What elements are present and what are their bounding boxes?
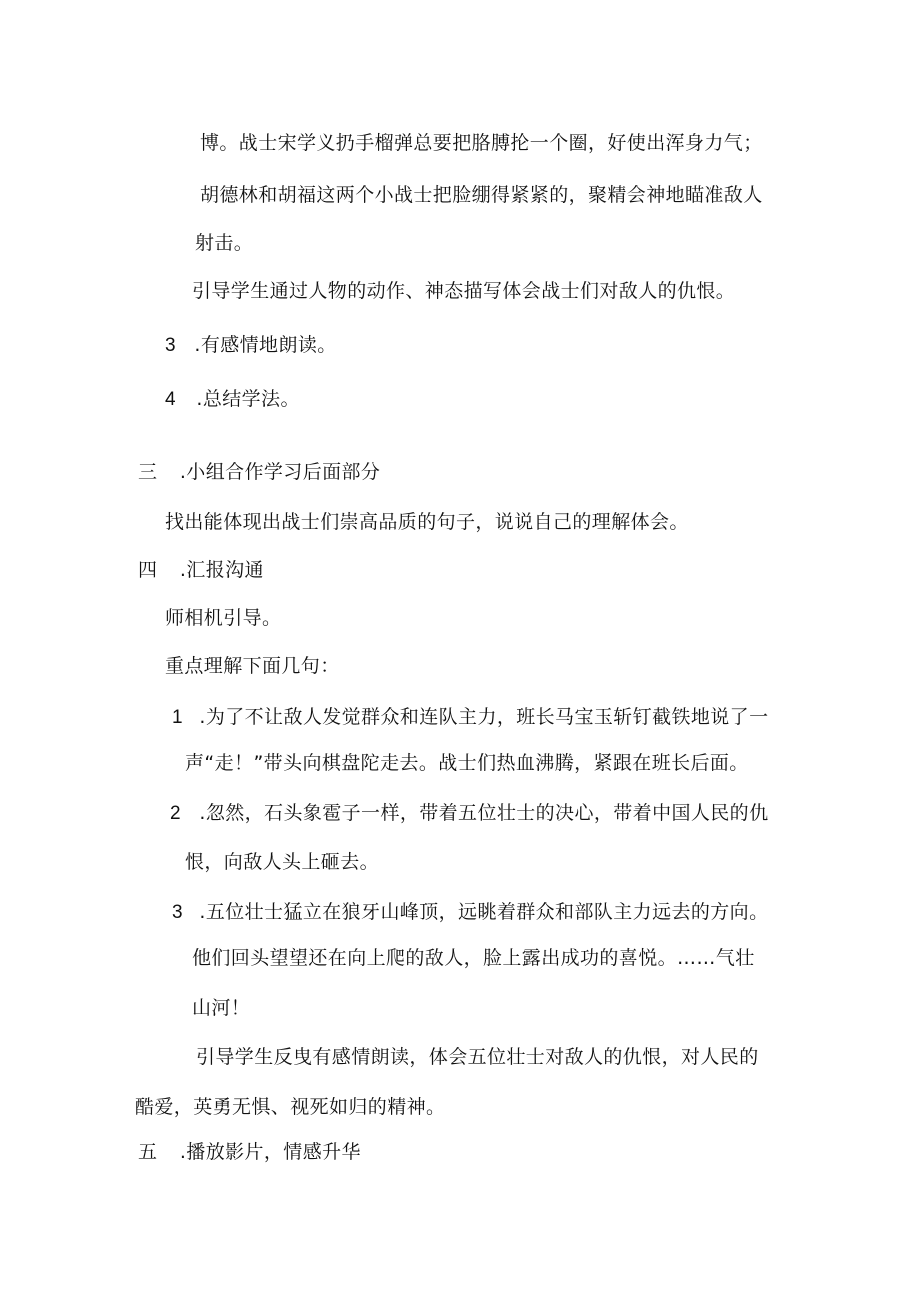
quote-item-3 [172,899,768,926]
paragraph-line: 射击。 [195,232,254,254]
list-number: 2 [170,803,181,824]
section-number: 三 [138,461,158,483]
section-title: .小组合作学习后面部分 [179,461,381,483]
paragraph-line: 他们回头望望还在向上爬的敌人，脸上露出成功的喜悦。……气壮 [192,947,755,969]
paragraph-line: 声“走！”带头向棋盘陀走去。战士们热血沸腾，紧跟在班长后面。 [185,752,749,774]
list-number: 3 [165,335,176,356]
list-number: 4 [165,389,176,410]
paragraph-line: 恨，向敌人头上砸去。 [185,851,380,873]
list-text: .总结学法。 [196,388,300,410]
paragraph-line: 博。战士宋学义扔手榴弹总要把胳膊抡一个圈，好使出浑身力气； [200,132,763,154]
section-heading-5 [138,1139,361,1165]
section-title: .播放影片，情感升华 [179,1141,361,1163]
paragraph-line: 引导学生通过人物的动作、神态描写体会战士们对敌人的仇恨。 [192,280,736,302]
list-text: .五位壮士猛立在狼牙山峰顶，远眺着群众和部队主力远去的方向。 [199,901,769,923]
list-text: .有感情地朗读。 [194,334,337,356]
list-item-step-3 [165,332,337,359]
quote-item-1 [172,704,768,731]
list-item-step-4 [165,386,300,413]
paragraph-line: 酷爱，英勇无惧、视死如归的精神。 [135,1096,446,1118]
section-title: .汇报沟通 [179,559,264,581]
section-heading-3 [138,459,380,485]
list-text: .为了不让敌人发觉群众和连队主力，班长马宝玉斩钉截铁地说了一 [199,706,769,728]
section-number: 四 [138,559,158,581]
quote-item-2 [170,800,768,827]
list-text: .忽然，石头象雹子一样，带着五位壮士的决心，带着中国人民的仇 [199,802,769,824]
list-number: 1 [172,707,183,728]
paragraph-line: 胡德林和胡福这两个小战士把脸绷得紧紧的，聚精会神地瞄准敌人 [200,184,763,206]
paragraph-line: 找出能体现出战士们崇高品质的句子，说说自己的理解体会。 [165,511,689,533]
paragraph-line: 重点理解下面几句： [165,655,340,677]
section-heading-4 [138,557,264,583]
list-number: 3 [172,902,183,923]
paragraph-line: 引导学生反曳有感情朗读，体会五位壮士对敌人的仇恨，对人民的 [196,1046,759,1068]
paragraph-line: 师相机引导。 [165,607,282,629]
paragraph-line: 山河！ [192,997,251,1019]
section-number: 五 [138,1141,158,1163]
